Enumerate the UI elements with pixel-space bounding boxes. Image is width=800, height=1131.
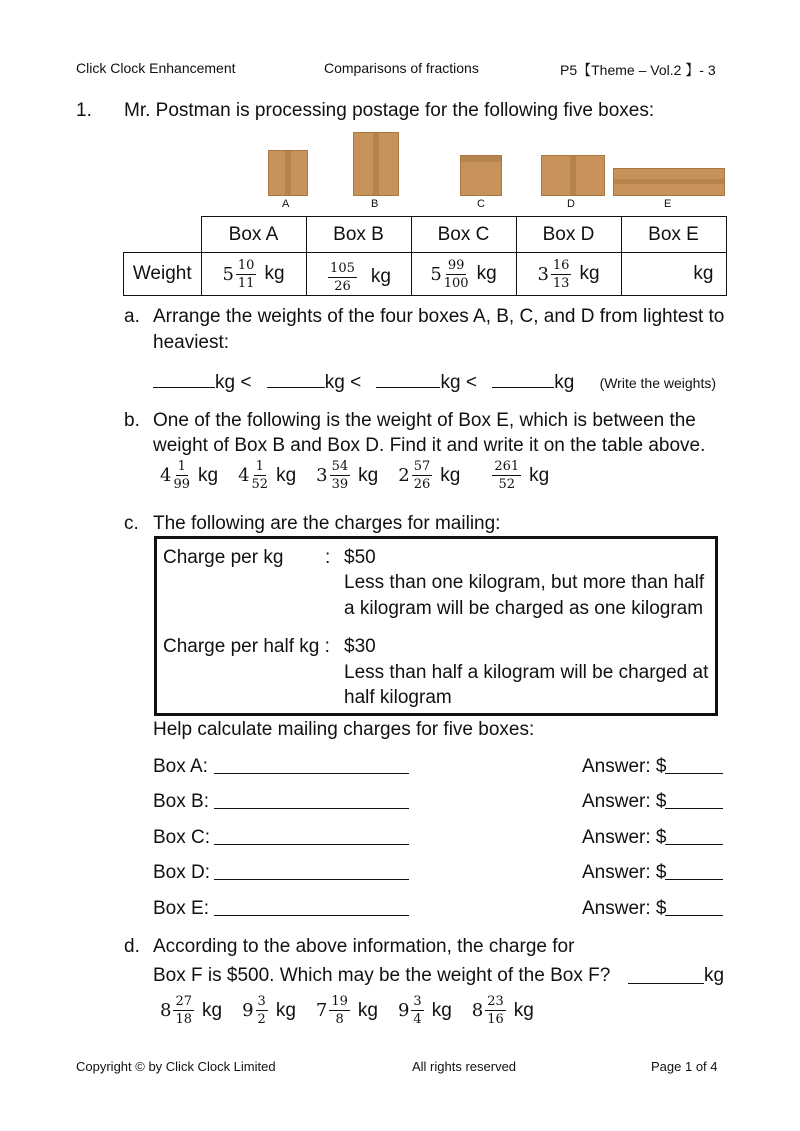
working-line[interactable] <box>214 915 409 916</box>
numerator: 99 <box>447 257 465 273</box>
row-header: Weight <box>124 253 202 296</box>
numerator: 105 <box>330 260 355 276</box>
separator: kg <box>554 372 575 393</box>
box-a-image <box>268 150 308 196</box>
whole-part: 9 <box>242 1000 254 1021</box>
answer-blank[interactable] <box>628 983 704 984</box>
answer-blank[interactable] <box>665 915 723 916</box>
denominator: 2 <box>257 1012 266 1027</box>
unit: kg <box>476 263 497 284</box>
column-header: Box A <box>201 217 306 253</box>
separator: kg < <box>324 372 362 393</box>
denominator: 16 <box>487 1012 504 1027</box>
row-label: Box C: <box>153 827 211 848</box>
fraction <box>328 262 357 293</box>
charges-box <box>154 536 718 716</box>
whole-part: 5 <box>222 263 234 285</box>
box-label: A <box>282 198 290 210</box>
option[interactable] <box>398 995 452 1026</box>
question-text: Mr. Postman is processing postage for the following five boxes: <box>124 100 655 121</box>
working-line[interactable] <box>214 773 409 774</box>
part-a-label: a. <box>124 306 140 327</box>
weight-cell-a <box>201 253 306 296</box>
box-label: C <box>477 198 485 210</box>
charge-per-kg-note: Less than one kilogram, but more than half <box>344 572 705 593</box>
unit: kg <box>357 999 378 1021</box>
answer-blank[interactable] <box>492 387 554 388</box>
fraction <box>412 460 433 491</box>
question-number: 1. <box>76 100 92 121</box>
working-line[interactable] <box>214 844 409 845</box>
row-label: Box E: <box>153 898 209 919</box>
box-e-image <box>613 168 725 196</box>
part-b-text: One of the following is the weight of Box E, which is between the <box>153 410 696 431</box>
weight-cell-b <box>306 253 411 296</box>
charge-per-kg-price: $50 <box>344 547 376 568</box>
charge-per-kg-label: Charge per kg <box>163 547 284 568</box>
numerator: 57 <box>413 459 431 474</box>
part-c-label: c. <box>124 513 139 534</box>
separator: kg < <box>440 372 477 393</box>
numerator: 1 <box>177 459 186 474</box>
fraction <box>444 259 469 290</box>
charge-per-half-kg-note: Less than half a kilogram will be charged at <box>344 662 709 683</box>
charge-per-kg-note: a kilogram will be charged as one kilogram <box>344 598 704 619</box>
option[interactable] <box>160 460 218 491</box>
footer-rights: All rights reserved <box>412 1059 517 1074</box>
whole-part: 9 <box>397 1000 410 1021</box>
denominator: 100 <box>443 275 469 291</box>
denominator: 4 <box>413 1012 422 1027</box>
unit: kg <box>198 464 219 486</box>
colon: : <box>325 547 331 568</box>
option[interactable] <box>160 995 222 1026</box>
table-corner <box>124 217 202 253</box>
denominator: 52 <box>251 477 269 492</box>
unit: kg <box>370 266 391 287</box>
option[interactable] <box>242 995 296 1026</box>
whole-part: 4 <box>238 465 250 486</box>
working-line[interactable] <box>214 808 409 809</box>
unit: kg <box>693 263 714 284</box>
row-label: Box B: <box>153 791 209 812</box>
part-a-text: heaviest: <box>153 332 230 353</box>
denominator: 39 <box>331 477 349 492</box>
numerator: 1 <box>255 459 264 474</box>
row-label: Box A: <box>153 756 208 777</box>
part-b-text: weight of Box B and Box D. Find it and write it on the table above. <box>153 435 706 456</box>
column-header: Box D <box>516 217 621 253</box>
denominator: 18 <box>175 1012 192 1027</box>
weight-cell-d <box>516 253 621 296</box>
unit: kg <box>275 999 296 1021</box>
answer-label: Answer: $ <box>582 791 667 812</box>
option[interactable] <box>316 460 378 491</box>
answer-label: Answer: $ <box>582 898 667 919</box>
numerator: 19 <box>331 994 348 1009</box>
option[interactable] <box>238 460 296 491</box>
numerator: 3 <box>257 994 266 1009</box>
unit: kg <box>529 464 550 486</box>
unit: kg <box>431 999 452 1021</box>
column-header: Box E <box>621 217 726 253</box>
working-line[interactable] <box>214 879 409 880</box>
answer-label: Answer: $ <box>582 756 667 777</box>
box-b-image <box>353 132 399 196</box>
unit: kg <box>202 999 223 1021</box>
part-d-text: Box F is $500. Which may be the weight of the Box F? <box>153 965 611 986</box>
separator: kg < <box>215 372 252 393</box>
answer-blank[interactable] <box>665 808 723 809</box>
fraction <box>551 259 572 290</box>
whole-part: 5 <box>430 263 442 285</box>
whole-part: 2 <box>398 465 410 486</box>
option[interactable] <box>316 995 378 1026</box>
denominator: 13 <box>552 275 570 291</box>
option[interactable] <box>472 995 534 1026</box>
unit: kg <box>276 464 297 486</box>
denominator: 11 <box>237 275 255 291</box>
header-left: Click Clock Enhancement <box>76 60 236 76</box>
part-b-label: b. <box>124 410 140 431</box>
numerator: 23 <box>487 994 504 1009</box>
part-d-text: According to the above information, the charge for <box>153 936 575 957</box>
part-a-text: Arrange the weights of the four boxes A, B, C, and D from lightest to <box>153 306 725 327</box>
denominator: 26 <box>413 477 431 492</box>
whole-part: 4 <box>160 465 172 486</box>
fraction <box>485 995 506 1026</box>
charge-per-half-kg-note: half kilogram <box>344 687 452 708</box>
numerator: 16 <box>552 257 570 273</box>
footer-page-number: Page 1 of 4 <box>651 1059 718 1074</box>
column-header: Box C <box>411 217 516 253</box>
weight-cell-c <box>411 253 516 296</box>
part-c-text: The following are the charges for mailing: <box>153 513 501 534</box>
unit: kg <box>513 999 534 1021</box>
unit: kg <box>358 464 379 486</box>
unit: kg <box>440 464 461 486</box>
denominator: 26 <box>334 278 351 294</box>
whole-part: 3 <box>316 465 328 486</box>
charge-per-half-kg-label: Charge per half kg : <box>163 636 330 657</box>
fraction <box>173 460 190 491</box>
part-d-unit: kg <box>704 965 725 986</box>
weight-table <box>123 216 727 296</box>
column-header: Box B <box>306 217 411 253</box>
fraction <box>173 995 194 1026</box>
footer-copyright: Copyright © by Click Clock Limited <box>76 1059 276 1074</box>
part-a-answer-row <box>153 372 716 394</box>
row-label: Box D: <box>153 862 211 883</box>
part-b-options <box>160 460 569 491</box>
weight-cell-e[interactable] <box>621 253 726 296</box>
whole-part: 8 <box>160 1000 172 1021</box>
unit: kg <box>264 263 285 284</box>
whole-part: 3 <box>537 263 549 285</box>
denominator: 99 <box>173 477 190 492</box>
whole-part: 8 <box>471 1000 484 1021</box>
part-d-label: d. <box>124 936 140 957</box>
fraction <box>411 995 423 1026</box>
answer-blank[interactable] <box>665 844 723 845</box>
numerator: 3 <box>413 994 422 1009</box>
denominator: 52 <box>498 477 515 492</box>
header-center: Comparisons of fractions <box>324 60 479 76</box>
answer-label: Answer: $ <box>582 827 667 848</box>
option[interactable] <box>490 460 549 491</box>
part-d-options <box>160 995 554 1026</box>
denominator: 8 <box>335 1012 344 1027</box>
numerator: 27 <box>175 994 192 1009</box>
box-label: D <box>567 198 575 210</box>
answer-blank[interactable] <box>665 773 723 774</box>
fraction <box>329 995 350 1026</box>
box-c-image <box>460 155 502 196</box>
box-d-image <box>541 155 605 196</box>
charge-per-half-kg-price: $30 <box>344 636 376 657</box>
fraction <box>256 995 268 1026</box>
box-label: B <box>371 198 379 210</box>
header-right: P5【Theme – Vol.2 】- 3 <box>560 62 716 78</box>
answer-label: Answer: $ <box>582 862 667 883</box>
answer-blank[interactable] <box>267 387 325 388</box>
answer-blank[interactable] <box>376 387 440 388</box>
unit: kg <box>579 263 600 284</box>
box-label: E <box>664 198 672 210</box>
fraction <box>330 460 351 491</box>
numerator: 10 <box>237 257 255 273</box>
fraction <box>236 259 257 290</box>
fraction <box>492 460 521 491</box>
part-a-note: (Write the weights) <box>599 375 717 391</box>
answer-blank[interactable] <box>665 879 723 880</box>
part-c-help: Help calculate mailing charges for five boxes: <box>153 719 535 740</box>
numerator: 54 <box>331 459 349 474</box>
numerator: 261 <box>494 459 520 474</box>
option[interactable] <box>398 460 460 491</box>
whole-part: 7 <box>315 1000 328 1021</box>
answer-blank[interactable] <box>153 387 215 388</box>
fraction <box>252 460 269 491</box>
